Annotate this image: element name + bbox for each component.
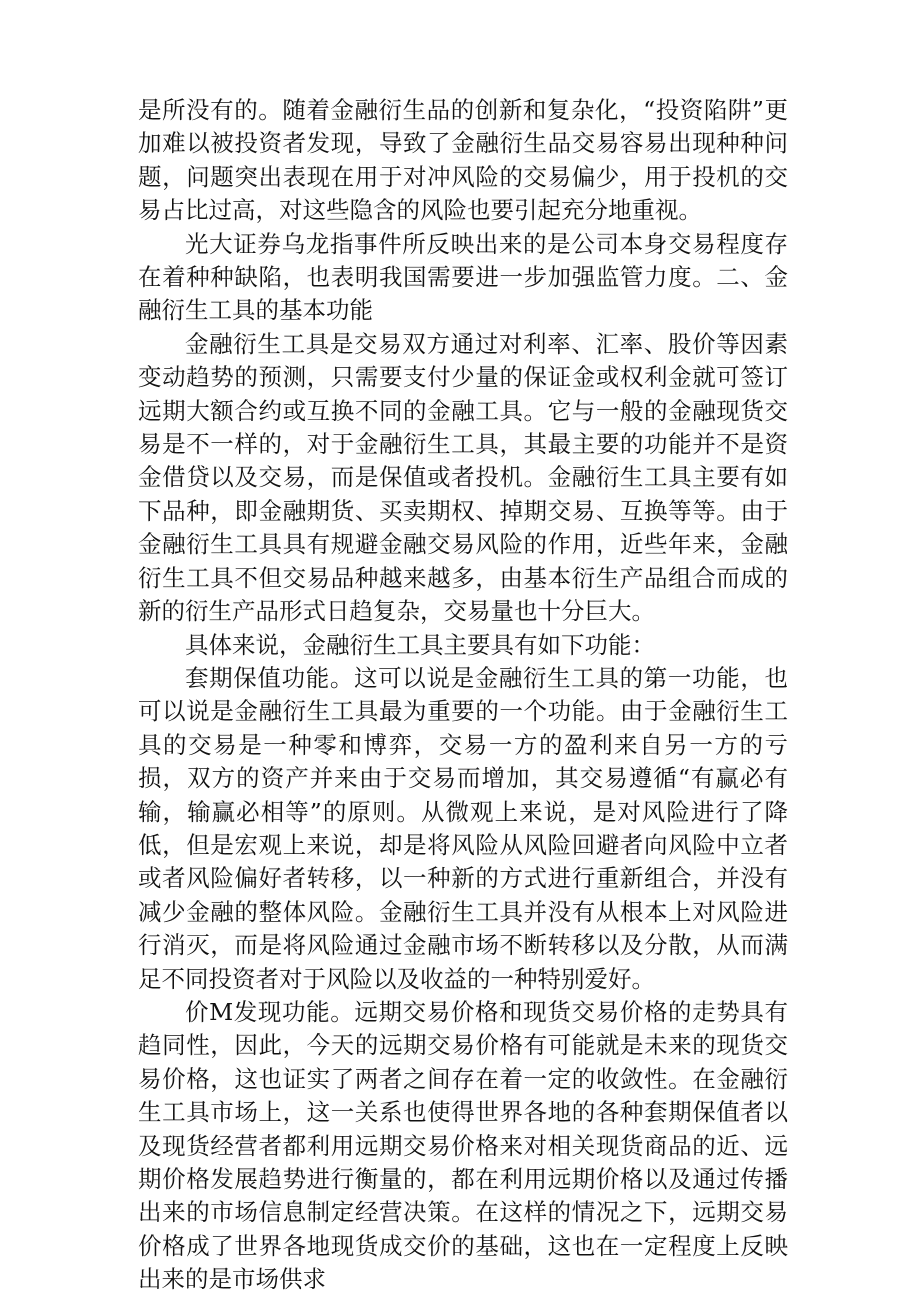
- paragraph-5: 套期保值功能。这可以说是金融衍生工具的第一功能，也可以说是金融衍生工具最为重要的一个功能。由于金融衍生工具的交易是一种零和博弈，交易一方的盈利来自另一方的亏损，双方的资产并来由于交易而增加，其交易遵循“有赢必有输，输赢必相等”的原则。从微观上来说，是对风险进行了降低，但是宏观上来说，却是将风险从风险回避者向风险中立者或者风险偏好者转移，以一种新的方式进行重新组合，并没有减少金融的整体风险。金融衍生工具并没有从根本上对风险进行消灭，而是将风险通过金融市场不断转移以及分散，从而满足不同投资者对于风险以及收益的一种特别爱好。: [138, 663, 788, 993]
- paragraph-6: 价M发现功能。远期交易价格和现货交易价格的走势具有趋同性，因此，今天的远期交易价格有可能就是未来的现货交易价格，这也证实了两者之间存在着一定的收敛性。在金融衍生工具市场上，这一关系也使得世界各地的各种套期保值者以及现货经营者都利用远期交易价格来对相关现货商品的近、远期价格发展趋势进行衡量的，都在利用远期价格以及通过传播出来的市场信息制定经营决策。在这样的情况之下，远期交易价格成了世界各地现货成交价的基础，这也在一定程度上反映出来的是市场供求: [138, 997, 788, 1294]
- paragraph-1: 是所没有的。随着金融衍生品的创新和复杂化，“投资陷阱”更加难以被投资者发现，导致了金融衍生品交易容易出现种种问题，问题突出表现在用于对冲风险的交易偏少，用于投机的交易占比过高，对这些隐含的风险也要引起充分地重视。: [138, 96, 788, 225]
- paragraph-4: 具体来说，金融衍生工具主要具有如下功能：: [185, 630, 655, 659]
- paragraph-3: 金融衍生工具是交易双方通过对利率、汇率、股价等因素变动趋势的预测，只需要支付少量的保证金或权利金就可签订远期大额合约或互换不同的金融工具。它与一般的金融现货交易是不一样的，对于金融衍生工具，其最主要的功能并不是资金借贷以及交易，而是保值或者投机。金融衍生工具主要有如下品种，即金融期货、买卖期权、掉期交易、互换等等。由于金融衍生工具具有规避金融交易风险的作用，近些年来，金融衍生工具不但交易品种越来越多，由基本衍生产品组合而成的新的衍生产品形式日趋复杂，交易量也十分巨大。: [138, 329, 788, 626]
- document-body: [138, 94, 788, 1297]
- paragraph-2: 光大证券乌龙指事件所反映出来的是公司本身交易程度存在着种种缺陷，也表明我国需要进一步加强监管力度。二、金融衍生工具的基本功能: [138, 229, 788, 325]
